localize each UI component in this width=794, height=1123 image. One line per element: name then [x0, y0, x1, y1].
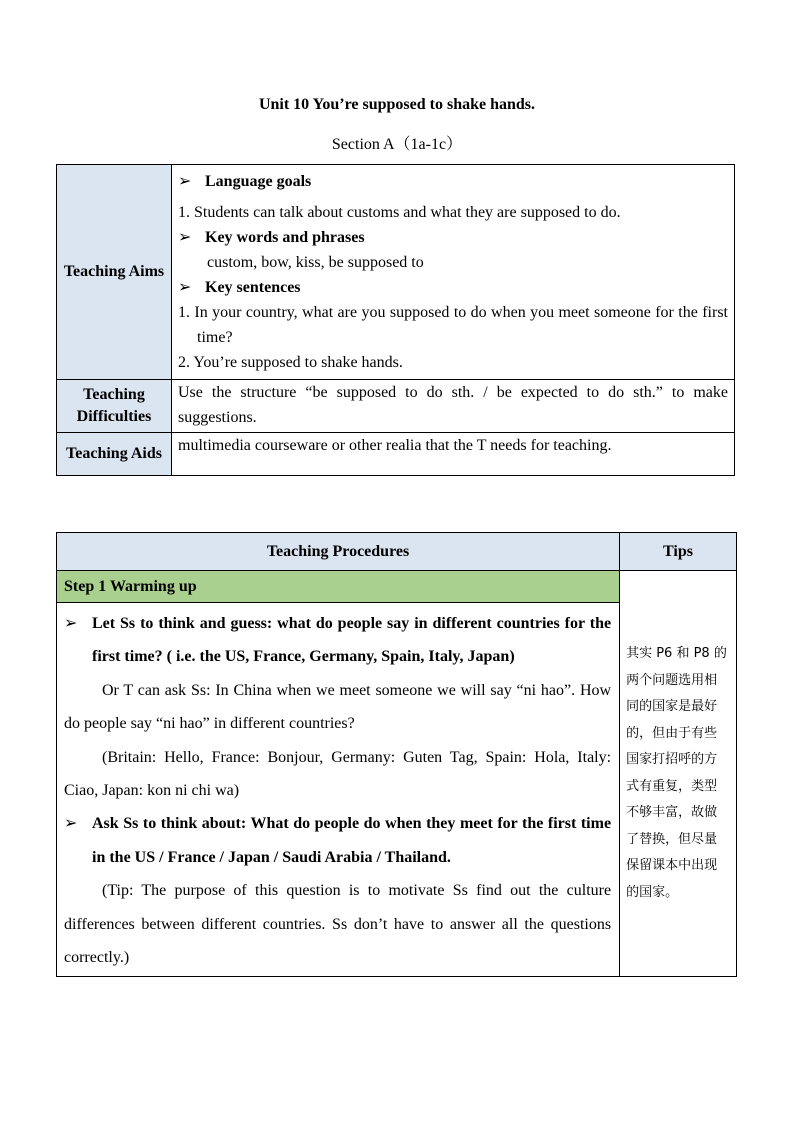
key-sentence-item: 2. You’re supposed to shake hands.: [178, 354, 403, 371]
key-words-list: custom, bow, kiss, be supposed to: [207, 254, 424, 271]
table-row: [57, 433, 735, 476]
procedure-bullet: ➢ Let Ss to think and guess: what do people say in different countries for the first time? ( i.e. the US, France, Germany, Spain, Italy, Japan): [64, 607, 611, 674]
language-goals-heading: ➢ Language goals: [178, 169, 728, 194]
table-row: [57, 380, 735, 433]
key-sentences-heading: ➢ Key sentences: [178, 275, 728, 300]
step-title: Step 1 Warming up: [57, 571, 620, 603]
procedures-header: Teaching Procedures: [57, 533, 620, 571]
table-row: [57, 571, 737, 603]
section-subtitle: Section A（1a-1c）: [331, 136, 463, 153]
arrow-bullet-icon: ➢: [64, 615, 78, 632]
table-header-row: [57, 533, 737, 571]
teaching-procedures-table: [56, 532, 737, 977]
teaching-aims-content: [172, 165, 735, 380]
teaching-aims-label: Teaching Aims: [57, 165, 172, 380]
arrow-bullet-icon: ➢: [64, 815, 78, 833]
key-sentence-item: 1. In your country, what are you supposed to do when you meet someone for the first time?: [178, 304, 728, 346]
procedure-bullet: ➢ Ask Ss to think about: What do people do when they meet for the first time in the US / France / Japan / Saudi Arabia / Thailand.: [64, 807, 611, 874]
procedure-paragraph: Or T can ask Ss: In China when we meet someone we will say “ni hao”. How do people say “ni hao” in different countries?: [64, 681, 612, 733]
procedure-paragraph: (Britain: Hello, France: Bonjour, Germany: Guten Tag, Spain: Hola, Italy: Ciao, Japan: kon ni chi wa): [64, 748, 612, 800]
tips-note: 其实 P6 和 P8 的两个问题选用相同的国家是最好的，但由于有些国家打招呼的方式有重复，类型不够丰富，故做了替换，但尽量保留课本中出现的国家。: [620, 571, 737, 977]
teaching-difficulties-content: Use the structure “be supposed to do sth. / be expected to do sth.” to make suggestions.: [172, 380, 735, 433]
teaching-aids-label: Teaching Aids: [57, 433, 172, 476]
teaching-aims-table: [56, 164, 735, 476]
key-words-heading: ➢ Key words and phrases: [178, 225, 728, 250]
document-title: Unit 10 You’re supposed to shake hands.: [258, 96, 536, 113]
teaching-aids-content: multimedia courseware or other realia that the T needs for teaching.: [172, 433, 735, 476]
teaching-difficulties-label: Teaching Difficulties: [57, 380, 172, 433]
procedure-paragraph: (Tip: The purpose of this question is to motivate Ss find out the culture differences between different countries. Ss don’t have to answer all the questions correctly.): [64, 882, 612, 967]
table-row: [57, 165, 735, 380]
step-content: [57, 603, 620, 977]
arrow-bullet-icon: ➢: [178, 229, 192, 246]
arrow-bullet-icon: ➢: [178, 279, 192, 296]
language-goal-item: 1. Students can talk about customs and what they are supposed to do.: [178, 204, 621, 221]
tips-header: Tips: [620, 533, 737, 571]
arrow-bullet-icon: ➢: [178, 173, 192, 190]
